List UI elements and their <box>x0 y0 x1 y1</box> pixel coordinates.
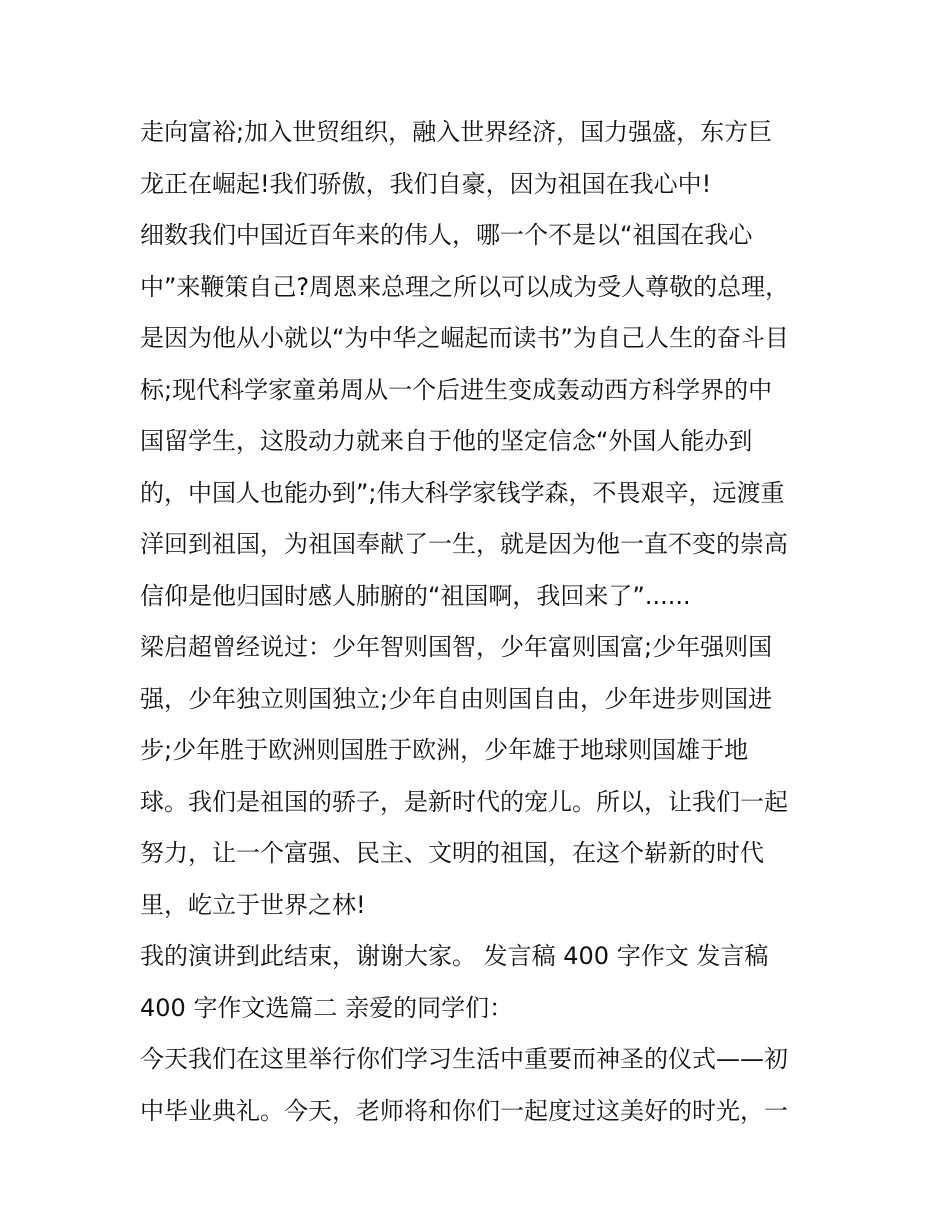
text-line: 强，少年独立则国独立;少年自由则国自由，少年进步则国进 <box>140 684 773 713</box>
text-line: 努力，让一个富强、民主、文明的祖国，在这个崭新的时代 <box>140 839 764 867</box>
text-line: 球。我们是祖国的骄子，是新时代的宠儿。所以，让我们一起 <box>140 787 788 816</box>
text-line: 标;现代科学家童弟周从一个后进生变成轰动西方科学界的中 <box>140 375 773 404</box>
text-line: 步;少年胜于欧洲则国胜于欧洲，少年雄于地球则国雄于地 <box>140 736 749 764</box>
text-line: 洋回到祖国，为祖国奉献了一生，就是因为他一直不变的崇高 <box>140 530 788 558</box>
text-line: 中”来鞭策自己?周恩来总理之所以可以成为受人尊敬的总理， <box>140 272 790 301</box>
document-body <box>140 107 830 1137</box>
text-line: 国留学生，这股动力就来自于他的坚定信念“外国人能办到 <box>140 427 753 455</box>
text-line: 是因为他从小就以“为中华之崛起而读书”为自己人生的奋斗目 <box>140 324 789 352</box>
text-line: 里，屹立于世界之林! <box>140 890 366 919</box>
text-line: 我的演讲到此结束，谢谢大家。 发言稿 400 字作文 发言稿 <box>140 942 769 970</box>
text-line: 细数我们中国近百年来的伟人，哪一个不是以“祖国在我心 <box>140 221 753 249</box>
text-line: 的，中国人也能办到”;伟大科学家钱学森，不畏艰辛，远渡重 <box>140 478 785 507</box>
text-line: 今天我们在这里举行你们学习生活中重要而神圣的仪式——初 <box>140 1045 788 1073</box>
text-line: 400 字作文选篇二 亲爱的同学们： <box>140 993 514 1022</box>
text-line: 龙正在崛起!我们骄傲，我们自豪，因为祖国在我心中! <box>140 169 712 198</box>
text-line: 信仰是他归国时感人肺腑的“祖国啊，我回来了”...... <box>140 581 691 610</box>
text-line: 中毕业典礼。今天，老师将和你们一起度过这美好的时光，一 <box>140 1096 788 1125</box>
text-line: 走向富裕;加入世贸组织，融入世界经济，国力强盛，东方巨 <box>140 118 773 146</box>
text-line: 梁启超曾经说过：少年智则国智，少年富则国富;少年强则国 <box>140 633 773 661</box>
